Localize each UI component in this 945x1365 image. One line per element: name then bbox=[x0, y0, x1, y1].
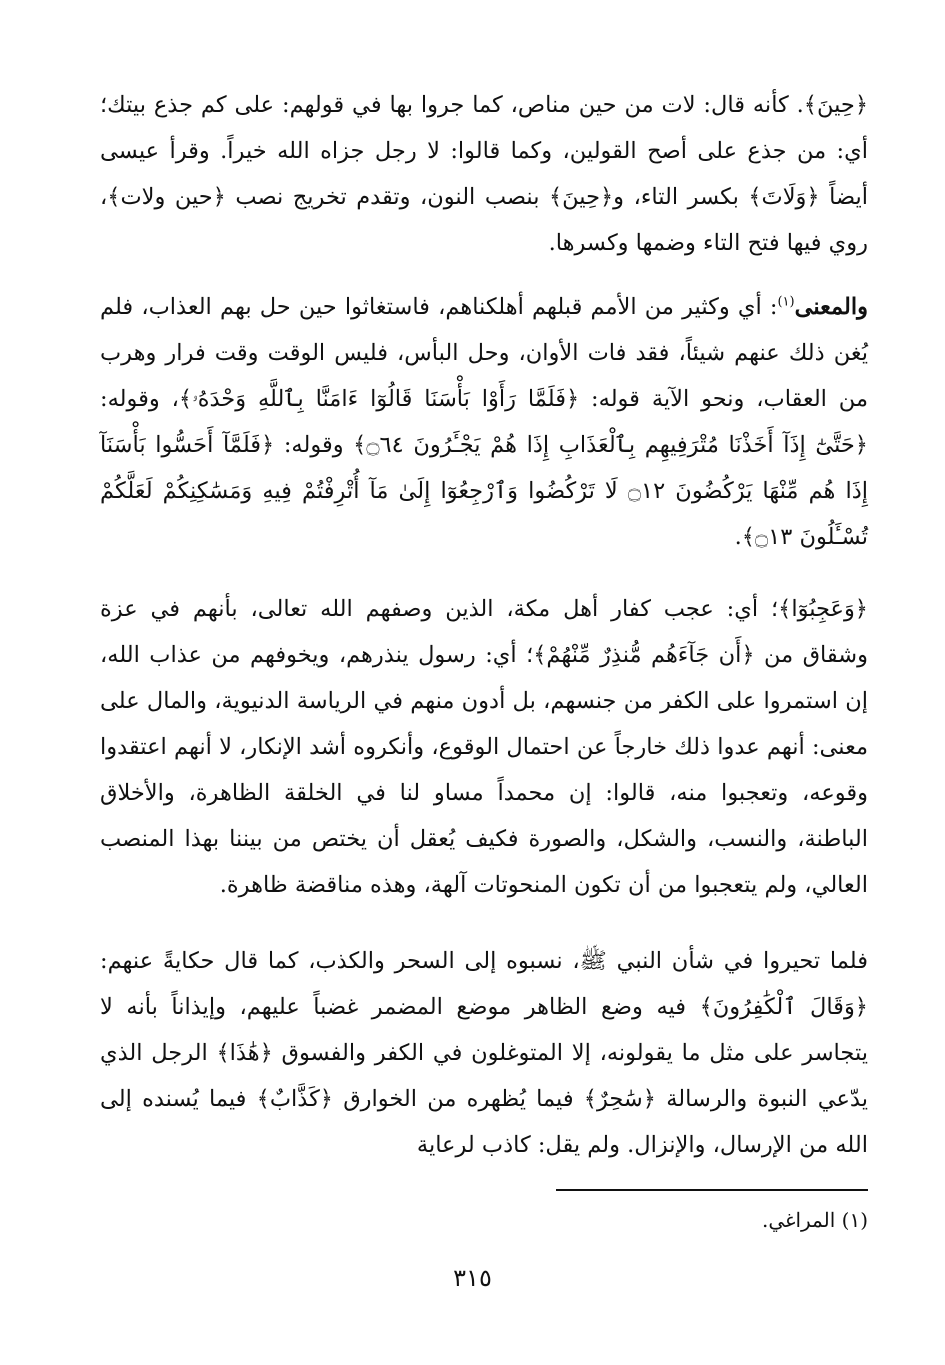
page-body bbox=[100, 82, 868, 1186]
paragraph-2-lead: والمعنى bbox=[794, 294, 868, 320]
paragraph-2 bbox=[100, 284, 868, 560]
paragraph-2-text: : أي وكثير من الأمم قبلهم أهلكناهم، فاستغاثوا حين حل بهم العذاب، فلم يُغن ذلك عنهم شيئاً، فقد فات الأوان، وحل البأس، فليس الوقت وقت فرار وهرب من العقاب، ونحو الآية قوله: ﴿فَلَمَّا رَأَوْا بَأْسَنَا قَالُوٓا ءَامَنَّا بِٱللَّهِ وَحْدَهُۥ﴾، وقوله: ﴿حَتَّىٰٓ إِذَآ أَخَذْنَا مُتْرَفِيهِم بِٱلْعَذَابِ إِذَا هُمْ يَجْـَٔرُونَ ۝٦٤﴾ وقوله: ﴿فَلَمَّآ أَحَسُّوا بَأْسَنَآ إِذَا هُم مِّنْهَا يَرْكُضُونَ ۝١٢ لَا تَرْكُضُوا وَٱرْجِعُوٓا إِلَىٰ مَآ أُتْرِفْتُمْ فِيهِ وَمَسَٰكِنِكُمْ لَعَلَّكُمْ تُسْـَٔلُونَ ۝١٣﴾. bbox=[100, 294, 869, 550]
footnote-marker: (١) bbox=[841, 1208, 868, 1232]
paragraph-3 bbox=[100, 586, 868, 908]
paragraph-4 bbox=[100, 938, 868, 1168]
footnote-reference[interactable]: (١) bbox=[777, 294, 795, 310]
page-number: ٣١٥ bbox=[453, 1264, 492, 1292]
paragraph-3-text: ﴿وَعَجِبُوٓا﴾؛ أي: عجب كفار أهل مكة، الذين وصفهم الله تعالى، بأنهم في عزة وشقاق من ﴿أَن جَآءَهُم مُّنذِرٌ مِّنْهُمْ﴾؛ أي: رسول ينذرهم، ويخوفهم من عذاب الله، إن استمروا على الكفر من جنسهم، بل أدون منهم في الرياسة الدنيوية، والمال على معنى: أنهم عدوا ذلك خارجاً عن احتمال الوقوع، وأنكروه أشد الإنكار، لا أنهم اعتقدوا وقوعه، وتعجبوا منه، قالوا: إن محمداً مساو لنا في الخلقة الظاهرة، والأخلاق الباطنة، والنسب، والشكل، والصورة فكيف يُعقل أن يختص من بيننا بهذا المنصب العالي، ولم يتعجبوا من أن تكون المنحوتات آلهة، وهذه مناقضة ظاهرة. bbox=[100, 596, 868, 898]
footnote-text: المراغي. bbox=[761, 1208, 836, 1232]
paragraph-1-text: ﴿حِينَ﴾. كأنه قال: لات من حين مناص، كما جروا بها في قولهم: على كم جذع بيتك؛ أي: من جذع على أصح القولين، وكما قالوا: لا رجل جزاه الله خيراً. وقرأ عيسى أيضاً ﴿وَلَاتَ﴾ بكسر التاء، و﴿حِينَ﴾ بنصب النون، وتقدم تخريج نصب ﴿حين ولات﴾، روي فيها فتح التاء وضمها وكسرها. bbox=[100, 92, 868, 256]
footnote-separator bbox=[556, 1189, 868, 1191]
paragraph-4-text: فلما تحيروا في شأن النبي ﷺ، نسبوه إلى السحر والكذب، كما قال حكايةً عنهم: ﴿وَقَالَ ٱلْكَٰفِرُونَ﴾ فيه وضع الظاهر موضع المضمر غضباً عليهم، وإيذاناً بأنه لا يتجاسر على مثل ما يقولونه، إلا المتوغلون في الكفر والفسوق ﴿هَٰذَا﴾ الرجل الذي يدّعي النبوة والرسالة ﴿سَٰحِرٌ﴾ فيما يُظهره من الخوارق ﴿كَذَّابٌ﴾ فيما يُسنده إلى الله من الإرسال، والإنزال. ولم يقل: كاذب لرعاية bbox=[100, 948, 868, 1158]
paragraph-1 bbox=[100, 82, 868, 266]
footnote bbox=[762, 1205, 868, 1235]
